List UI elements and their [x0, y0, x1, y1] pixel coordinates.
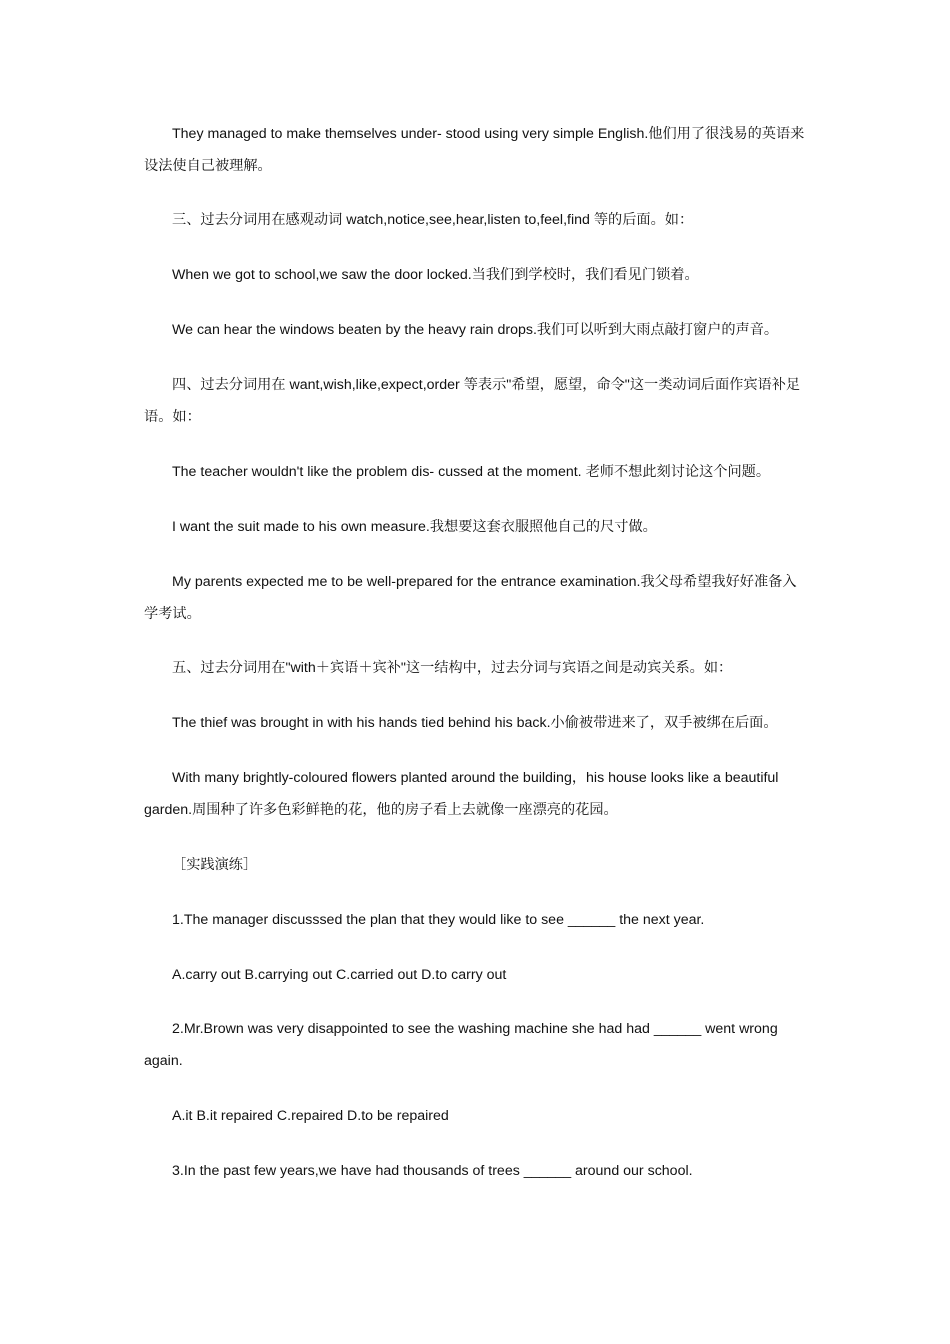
section-heading-four: 四、过去分词用在 want,wish,like,expect,order 等表示"希望，愿望，命令"这一类动词后面作宾语补足语。如： [144, 377, 801, 425]
paragraph-example-english-understood: They managed to make themselves under- stood using very simple English.他们用了很浅易的英语来设法使自己被理解。 [144, 126, 805, 174]
practice-section-heading: ［实践演练］ [172, 857, 258, 873]
question-3: 3.In the past few years,we have had thousands of trees ______ around our school. [172, 1163, 693, 1179]
paragraph-example-door-locked: When we got to school,we saw the door locked.当我们到学校时，我们看见门锁着。 [172, 267, 699, 283]
question-1-options: A.carry out B.carrying out C.carried out D.to carry out [172, 967, 507, 983]
paragraph-example-problem-discussed: The teacher wouldn't like the problem dis- cussed at the moment. 老师不想此刻讨论这个问题。 [172, 464, 771, 480]
paragraph-example-hands-tied: The thief was brought in with his hands tied behind his back.小偷被带进来了，双手被绑在后面。 [172, 715, 778, 731]
paragraph-example-well-prepared: My parents expected me to be well-prepared for the entrance examination.我父母希望我好好准备入学考试。 [144, 574, 797, 622]
section-heading-five: 五、过去分词用在"with＋宾语＋宾补"这一结构中，过去分词与宾语之间是动宾关系。如： [172, 660, 733, 676]
question-2-options: A.it B.it repaired C.repaired D.to be repaired [172, 1108, 449, 1124]
paragraph-example-flowers-planted: With many brightly-coloured flowers planted around the building，his house looks like a beautiful garden.周围种了许多色彩鲜艳的花，他的房子看上去就像一座漂亮的花园。 [144, 770, 779, 818]
paragraph-example-suit-made: I want the suit made to his own measure.我想要这套衣服照他自己的尺寸做。 [172, 519, 657, 535]
question-1: 1.The manager discusssed the plan that they would like to see ______ the next year. [172, 912, 705, 928]
paragraph-example-windows-beaten: We can hear the windows beaten by the heavy rain drops.我们可以听到大雨点敲打窗户的声音。 [172, 322, 779, 338]
question-2: 2.Mr.Brown was very disappointed to see the washing machine she had had ______ went wrong again. [144, 1021, 778, 1069]
section-heading-three: 三、过去分词用在感观动词 watch,notice,see,hear,listen to,feel,find 等的后面。如： [172, 212, 694, 228]
